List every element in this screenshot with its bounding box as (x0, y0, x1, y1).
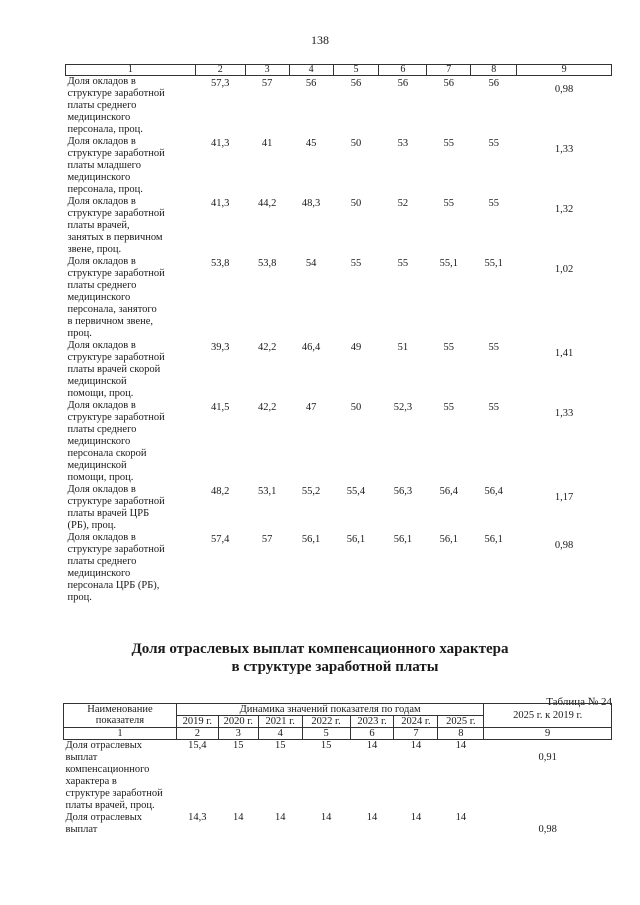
year-header: 2024 г. (394, 716, 438, 728)
indicator-name-line: медицинской (67, 460, 127, 471)
column-number: 1 (66, 65, 196, 76)
indicator-name-line: Доля окладов в (67, 484, 136, 495)
indicator-name-line: Доля окладов в (67, 196, 136, 207)
indicator-value: 48,2 (211, 486, 230, 497)
indicator-name-line: характера в (65, 776, 117, 787)
indicator-name-line: помощи, проц. (67, 388, 134, 399)
section-title-line-1: Доля отраслевых выплат компенсационного характера (131, 641, 509, 657)
indicator-name (66, 136, 196, 196)
indicator-name-line: персонала, проц. (67, 124, 143, 135)
indicator-value: 55 (443, 342, 455, 353)
indicator-value: 53,8 (257, 258, 277, 269)
indicator-value: 53,1 (257, 486, 277, 497)
indicator-value: 56,1 (346, 534, 366, 545)
indicator-value: 47 (305, 402, 317, 413)
indicator-name-line: медицинского (67, 568, 131, 579)
indicator-name-line: платы врачей, (67, 220, 130, 231)
indicator-value: 42,2 (257, 402, 277, 413)
year-header: 2023 г. (350, 716, 394, 728)
table-row (66, 340, 612, 400)
indicator-value: 56 (397, 78, 409, 89)
indicator-value: 41,3 (211, 198, 230, 209)
table-row (66, 532, 612, 604)
indicator-name-line: Доля окладов в (67, 256, 136, 267)
indicator-value: 56 (488, 78, 499, 89)
indicator-name-line: платы среднего (67, 556, 137, 567)
indicator-name-line: структуре заработной (67, 544, 165, 555)
section-title (0, 640, 640, 676)
indicator-name-line: структуре заработной (67, 148, 165, 159)
indicator-name-line: Доля окладов в (67, 532, 136, 543)
indicator-name-line: выплат (65, 824, 98, 835)
indicator-name-line: платы врачей ЦРБ (67, 508, 150, 519)
column-number: 2 (195, 65, 245, 76)
indicator-value: 56,4 (484, 486, 503, 497)
indicator-name-line: проц. (67, 592, 92, 603)
indicator-value: 14 (366, 740, 378, 751)
table-salary-shares (65, 64, 612, 604)
indicator-name-line: Доля окладов в (67, 136, 136, 147)
table-row (66, 400, 612, 484)
indicator-name (66, 256, 196, 340)
indicator-name-line: медицинской (67, 376, 127, 387)
table-row (66, 196, 612, 256)
year-header: 2022 г. (302, 716, 350, 728)
indicator-name-line: структуре заработной (67, 352, 165, 363)
indicator-name-line: платы врачей, проц. (65, 800, 155, 811)
indicator-value: 53,8 (211, 258, 230, 269)
header-ratio: 2025 г. к 2019 г. (484, 704, 612, 728)
indicator-name (64, 812, 177, 836)
indicator-value: 0,98 (538, 824, 557, 835)
indicator-name-line: Доля окладов в (67, 340, 136, 351)
indicator-value: 55 (350, 258, 362, 269)
indicator-value: 53 (397, 138, 409, 149)
indicator-value: 1,02 (554, 264, 574, 275)
indicator-name-line: структуре заработной (67, 208, 165, 219)
page-number: 138 (311, 33, 329, 47)
indicator-value: 50 (350, 402, 362, 413)
year-header: 2019 г. (176, 716, 218, 728)
indicator-name-line: помощи, проц. (67, 472, 134, 483)
indicator-value: 48,3 (301, 198, 321, 209)
indicator-name (66, 400, 196, 484)
column-number: 8 (438, 728, 484, 740)
table-compensation-shares (63, 703, 612, 836)
indicator-value: 55 (443, 138, 455, 149)
indicator-name-line: Доля окладов в (67, 400, 136, 411)
indicator-name-line: Доля окладов в (67, 76, 136, 87)
indicator-value: 55 (443, 402, 455, 413)
indicator-value: 56 (443, 78, 455, 89)
table-row (64, 740, 612, 813)
indicator-value: 14 (455, 812, 467, 823)
indicator-value: 56,1 (393, 534, 413, 545)
column-number: 3 (218, 728, 258, 740)
indicator-name-line: платы младшего (67, 160, 141, 171)
indicator-name-line: медицинского (67, 112, 131, 123)
indicator-name-line: структуре заработной (65, 788, 163, 799)
indicator-value: 14 (366, 812, 378, 823)
indicator-value: 56,1 (439, 534, 458, 545)
indicator-value: 55 (488, 198, 499, 209)
column-number: 8 (471, 65, 517, 76)
indicator-value: 41,3 (211, 138, 230, 149)
indicator-value: 1,33 (554, 408, 574, 419)
indicator-value: 49 (350, 342, 362, 353)
column-number: 1 (64, 728, 177, 740)
column-number: 4 (258, 728, 302, 740)
indicator-value: 15 (320, 740, 332, 751)
indicator-value: 50 (350, 138, 362, 149)
indicator-name (66, 484, 196, 532)
indicator-value: 56,1 (484, 534, 503, 545)
indicator-value: 41,5 (211, 402, 230, 413)
section-title-line-2: в структуре заработной платы (231, 659, 439, 675)
table-row (64, 812, 612, 836)
indicator-value: 1,17 (554, 492, 574, 503)
indicator-name-line: персонала, проц. (67, 184, 143, 195)
column-number: 5 (302, 728, 350, 740)
column-number: 4 (289, 65, 333, 76)
indicator-name-line: персонала ЦРБ (РБ), (67, 580, 160, 591)
indicator-value: 44,2 (257, 198, 277, 209)
indicator-value: 1,32 (554, 204, 574, 215)
indicator-value: 14 (320, 812, 332, 823)
indicator-value: 0,98 (554, 84, 574, 95)
indicator-name-line: проц. (67, 328, 92, 339)
indicator-value: 55,1 (439, 258, 458, 269)
indicator-value: 14 (455, 740, 467, 751)
indicator-name (64, 740, 177, 813)
indicator-name (66, 196, 196, 256)
table-row (66, 256, 612, 340)
indicator-value: 56 (350, 78, 362, 89)
indicator-name-line: звене, проц. (67, 244, 122, 255)
header-name-line-1: Наименование (87, 704, 153, 715)
indicator-name-line: медицинского (67, 436, 131, 447)
indicator-name-line: платы среднего (67, 280, 137, 291)
indicator-value: 55,1 (484, 258, 503, 269)
column-number: 7 (427, 65, 471, 76)
table-row (66, 484, 612, 532)
indicator-value: 55 (443, 198, 455, 209)
indicator-value: 55,4 (346, 486, 366, 497)
indicator-value: 57 (261, 534, 273, 545)
indicator-value: 54 (305, 258, 317, 269)
table-row (66, 76, 612, 137)
indicator-value: 57,3 (211, 78, 230, 89)
column-number: 2 (176, 728, 218, 740)
column-number: 9 (517, 65, 612, 76)
indicator-value: 57 (261, 78, 273, 89)
indicator-value: 46,4 (301, 342, 321, 353)
indicator-value: 56,4 (439, 486, 458, 497)
column-number: 7 (394, 728, 438, 740)
indicator-name-line: персонала скорой (67, 448, 147, 459)
indicator-value: 14 (410, 812, 422, 823)
indicator-name-line: в первичном звене, (67, 316, 154, 327)
indicator-value: 55 (488, 342, 499, 353)
column-number: 9 (484, 728, 612, 740)
indicator-name (66, 76, 196, 137)
indicator-value: 57,4 (211, 534, 230, 545)
indicator-name-line: платы среднего (67, 100, 137, 111)
indicator-name-line: персонала, занятого (67, 304, 157, 315)
indicator-value: 15 (233, 740, 244, 751)
indicator-name-line: медицинского (67, 172, 131, 183)
indicator-value: 52 (397, 198, 409, 209)
indicator-name-line: (РБ), проц. (67, 520, 116, 531)
column-number: 3 (245, 65, 289, 76)
indicator-value: 56,3 (393, 486, 413, 497)
indicator-name-line: структуре заработной (67, 496, 165, 507)
indicator-value: 14 (233, 812, 244, 823)
indicator-name-line: структуре заработной (67, 88, 165, 99)
indicator-value: 51 (397, 342, 409, 353)
column-number: 6 (379, 65, 427, 76)
indicator-value: 56,1 (301, 534, 321, 545)
indicator-name-line: занятых в первичном (67, 232, 163, 243)
column-numbers-row (64, 728, 612, 740)
indicator-value: 55 (397, 258, 409, 269)
indicator-value: 14,3 (188, 812, 207, 823)
header-name-line-2: показателя (95, 715, 145, 726)
indicator-value: 55 (488, 138, 499, 149)
column-number: 5 (333, 65, 379, 76)
indicator-value: 1,41 (554, 348, 574, 359)
column-number: 6 (350, 728, 394, 740)
year-header: 2020 г. (218, 716, 258, 728)
indicator-value: 50 (350, 198, 362, 209)
year-header: 2021 г. (258, 716, 302, 728)
indicator-value: 39,3 (211, 342, 230, 353)
indicator-name (66, 532, 196, 604)
indicator-value: 55 (488, 402, 499, 413)
column-numbers-row (66, 65, 612, 76)
table-row (66, 136, 612, 196)
indicator-value: 14 (410, 740, 422, 751)
indicator-name-line: Доля отраслевых (65, 740, 143, 751)
indicator-value: 0,98 (554, 540, 574, 551)
indicator-value: 52,3 (393, 402, 413, 413)
indicator-value: 1,33 (554, 144, 574, 155)
indicator-value: 55,2 (301, 486, 321, 497)
indicator-name-line: платы среднего (67, 424, 137, 435)
indicator-value: 45 (305, 138, 317, 149)
year-header: 2025 г. (438, 716, 484, 728)
indicator-name-line: Доля отраслевых (65, 812, 143, 823)
indicator-name-line: структуре заработной (67, 268, 165, 279)
indicator-value: 42,2 (257, 342, 277, 353)
indicator-value: 14 (274, 812, 286, 823)
indicator-name-line: платы врачей скорой (67, 364, 161, 375)
table-caption: Таблица № 24 (546, 696, 612, 708)
header-dynamics: Динамика значений показателя по годам (176, 704, 483, 716)
indicator-name-line: выплат (65, 752, 98, 763)
indicator-value: 41 (261, 138, 273, 149)
indicator-name-line: компенсационного (65, 764, 150, 775)
indicator-value: 15,4 (188, 740, 207, 751)
indicator-name-line: медицинского (67, 292, 131, 303)
indicator-value: 0,91 (538, 752, 557, 763)
header-indicator-name (64, 704, 177, 728)
indicator-name-line: структуре заработной (67, 412, 165, 423)
indicator-value: 56 (305, 78, 317, 89)
indicator-name (66, 340, 196, 400)
indicator-value: 15 (274, 740, 286, 751)
